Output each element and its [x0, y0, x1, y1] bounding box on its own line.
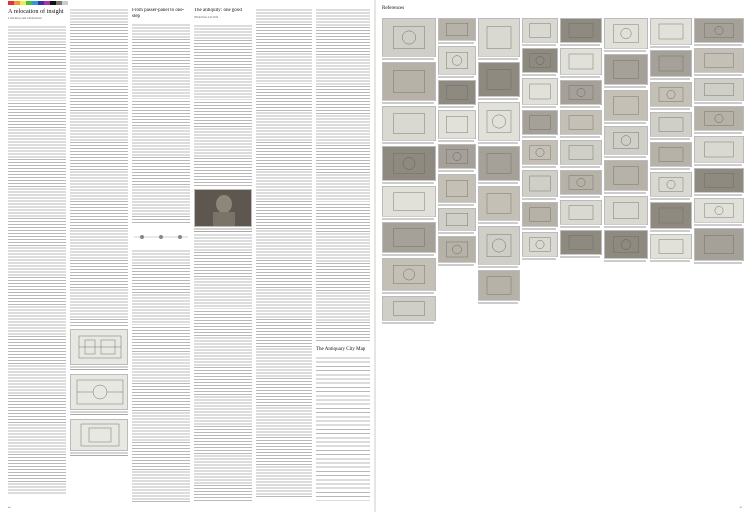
reference-thumbnail — [438, 208, 476, 231]
reference-thumbnail — [438, 80, 476, 105]
reference-caption-lines — [650, 196, 690, 200]
reference-thumbnail — [438, 18, 476, 41]
reference-drawing-icon — [523, 111, 557, 134]
reference-thumbnail — [560, 110, 602, 135]
reference-drawing-icon — [523, 49, 557, 72]
reference-thumbnail — [438, 110, 476, 139]
diagram-icon — [132, 226, 190, 248]
reference-thumbnail — [522, 232, 558, 257]
reference-caption-lines — [560, 224, 600, 228]
article-subtitle: Colin Rowe and collaboration — [8, 17, 42, 20]
reference-thumbnail — [522, 78, 558, 105]
left-page — [0, 0, 374, 512]
reference-thumbnail — [650, 18, 692, 45]
reference-drawing-icon — [605, 161, 647, 190]
caption-text — [70, 452, 128, 457]
reference-thumbnail — [382, 62, 436, 101]
reference-caption-lines — [650, 228, 690, 232]
reference-thumbnail — [604, 126, 648, 155]
article-title: A relocation of insight — [8, 8, 64, 15]
reference-drawing-icon — [523, 233, 557, 256]
reference-thumbnail — [382, 222, 436, 253]
reference-thumbnail — [650, 82, 692, 107]
print-color-bar — [8, 1, 68, 5]
reference-caption-lines — [478, 56, 518, 60]
reference-thumbnail — [694, 78, 744, 101]
reference-drawing-icon — [439, 111, 475, 138]
reference-drawing-icon — [695, 137, 743, 162]
reference-drawing-icon — [695, 49, 743, 72]
reference-drawing-icon — [479, 103, 519, 140]
reference-thumbnail — [522, 18, 558, 43]
diagram-figure — [132, 226, 190, 248]
reference-thumbnail — [694, 48, 744, 73]
reference-drawing-icon — [439, 47, 475, 74]
reference-drawing-icon — [561, 141, 601, 164]
reference-caption-lines — [604, 120, 646, 124]
reference-drawing-icon — [383, 259, 435, 290]
reference-caption-lines — [382, 290, 434, 294]
body-text — [8, 25, 66, 495]
text-column-1 — [8, 8, 66, 503]
reference-caption-lines — [522, 72, 556, 76]
reference-thumbnail — [478, 146, 520, 181]
reference-drawing-icon — [605, 231, 647, 258]
reference-caption-lines — [438, 202, 474, 206]
reference-caption-lines — [560, 104, 600, 108]
reference-drawing-icon — [479, 271, 519, 300]
building-plan-icon — [71, 375, 128, 409]
reference-drawing-icon — [479, 227, 519, 264]
reference-caption-lines — [694, 260, 742, 264]
reference-caption-lines — [522, 42, 556, 46]
reference-thumbnail — [650, 50, 692, 77]
reference-list — [316, 356, 370, 501]
reference-caption-lines — [438, 168, 474, 172]
reference-caption-lines — [382, 320, 434, 324]
text-column-4 — [194, 8, 252, 503]
reference-drawing-icon — [651, 51, 691, 76]
reference-caption-lines — [438, 262, 474, 266]
reference-caption-lines — [560, 74, 600, 78]
text-column-2 — [70, 8, 128, 503]
reference-drawing-icon — [479, 19, 519, 56]
reference-caption-lines — [438, 104, 474, 108]
reference-thumbnail — [438, 46, 476, 75]
reference-caption-lines — [522, 104, 556, 108]
section-subtitle: Wilde Press Ltd 2012 — [194, 16, 219, 19]
reference-drawing-icon — [561, 111, 601, 134]
reference-thumbnail — [478, 186, 520, 221]
reference-caption-lines — [478, 264, 518, 268]
reference-drawing-icon — [695, 229, 743, 260]
reference-caption-lines — [478, 300, 518, 304]
reference-thumbnail — [560, 230, 602, 255]
reference-thumbnail — [522, 170, 558, 197]
reference-caption-lines — [478, 96, 518, 100]
reference-drawing-icon — [561, 201, 601, 224]
building-plan-icon — [71, 330, 128, 364]
reference-caption-lines — [694, 130, 742, 134]
reference-thumbnail — [694, 106, 744, 131]
reference-caption-lines — [694, 222, 742, 226]
reference-drawing-icon — [561, 231, 601, 254]
reference-caption-lines — [382, 180, 434, 184]
reference-drawing-icon — [695, 79, 743, 100]
reference-thumbnail — [438, 174, 476, 203]
reference-drawing-icon — [383, 223, 435, 252]
reference-drawing-icon — [523, 79, 557, 104]
reference-caption-lines — [650, 166, 690, 170]
reference-thumbnail — [438, 144, 476, 169]
body-text — [70, 8, 128, 326]
reference-drawing-icon — [651, 203, 691, 228]
building-plan-icon — [71, 420, 128, 450]
body-text — [132, 23, 190, 223]
plan-figure-2 — [70, 374, 128, 410]
reference-caption-lines — [478, 220, 518, 224]
reference-drawing-icon — [479, 147, 519, 180]
reference-thumbnail — [694, 168, 744, 193]
reference-thumbnail — [604, 90, 648, 121]
reference-thumbnail — [382, 106, 436, 141]
reference-caption-lines — [604, 224, 646, 228]
reference-drawing-icon — [523, 203, 557, 226]
reference-thumbnail — [560, 170, 602, 195]
caption-text — [70, 411, 128, 416]
reference-thumbnail — [478, 102, 520, 141]
reference-caption-lines — [382, 140, 434, 144]
reference-drawing-icon — [523, 171, 557, 196]
reference-thumbnail — [478, 226, 520, 265]
reference-caption-lines — [694, 100, 742, 104]
reference-drawing-icon — [561, 19, 601, 42]
text-column-6 — [316, 8, 370, 503]
reference-thumbnail — [522, 48, 558, 73]
reference-caption-lines — [438, 40, 474, 44]
reference-caption-lines — [522, 196, 556, 200]
reference-caption-lines — [522, 226, 556, 230]
reference-caption-lines — [560, 254, 600, 258]
reference-drawing-icon — [561, 49, 601, 74]
reference-drawing-icon — [605, 197, 647, 224]
reference-thumbnail — [650, 172, 692, 197]
reference-drawing-icon — [439, 145, 475, 168]
reference-caption-lines — [382, 100, 434, 104]
page-number: 44 — [8, 506, 11, 509]
section-title: The Antiquary City Map — [316, 347, 366, 352]
page-number: 45 — [739, 506, 742, 509]
reference-drawing-icon — [695, 169, 743, 192]
reference-caption-lines — [560, 164, 600, 168]
reference-thumbnail — [522, 110, 558, 135]
reference-caption-lines — [650, 106, 690, 110]
reference-caption-lines — [650, 136, 690, 140]
reference-caption-lines — [522, 256, 556, 260]
reference-thumbnail — [382, 18, 436, 57]
reference-thumbnail — [650, 142, 692, 167]
reference-thumbnail — [694, 136, 744, 163]
reference-drawing-icon — [523, 19, 557, 42]
body-text — [256, 8, 312, 498]
reference-thumbnail — [604, 160, 648, 191]
reference-caption-lines — [694, 162, 742, 166]
reference-drawing-icon — [651, 113, 691, 136]
reference-caption-lines — [650, 76, 690, 80]
reference-caption-lines — [438, 74, 474, 78]
reference-drawing-icon — [383, 147, 435, 180]
reference-caption-lines — [438, 138, 474, 142]
reference-drawing-icon — [523, 141, 557, 164]
reference-caption-lines — [694, 192, 742, 196]
reference-drawing-icon — [383, 297, 435, 320]
reference-thumbnail — [522, 140, 558, 165]
reference-drawing-icon — [651, 83, 691, 106]
reference-drawing-icon — [383, 19, 435, 56]
engraving-figure — [194, 189, 252, 227]
reference-drawing-icon — [439, 81, 475, 104]
reference-thumbnail — [478, 18, 520, 57]
plan-figure-1 — [70, 329, 128, 365]
reference-caption-lines — [604, 84, 646, 88]
body-text — [194, 24, 252, 186]
reference-thumbnail — [650, 112, 692, 137]
reference-drawing-icon — [479, 187, 519, 220]
references-title: References — [382, 6, 405, 11]
engraving-portrait-icon — [195, 190, 252, 226]
reference-thumbnail — [604, 196, 648, 225]
reference-drawing-icon — [561, 171, 601, 194]
reference-caption-lines — [438, 230, 474, 234]
reference-thumbnail — [694, 198, 744, 223]
reference-drawing-icon — [695, 19, 743, 42]
reference-drawing-icon — [439, 209, 475, 230]
reference-drawing-icon — [605, 127, 647, 154]
reference-caption-lines — [560, 194, 600, 198]
reference-thumbnail — [650, 234, 692, 259]
reference-thumbnail — [522, 202, 558, 227]
reference-drawing-icon — [695, 107, 743, 130]
reference-drawing-icon — [383, 187, 435, 216]
reference-thumbnail — [382, 146, 436, 181]
reference-caption-lines — [604, 190, 646, 194]
reference-drawing-icon — [479, 63, 519, 96]
reference-thumbnail — [560, 200, 602, 225]
reference-thumbnail — [478, 62, 520, 97]
reference-caption-lines — [522, 134, 556, 138]
reference-thumbnail — [382, 186, 436, 217]
reference-thumbnail — [604, 54, 648, 85]
section-title: The antiquity: one good — [194, 8, 242, 13]
reference-drawing-icon — [383, 107, 435, 140]
reference-thumbnail — [560, 140, 602, 165]
reference-thumbnail — [438, 236, 476, 263]
reference-thumbnail — [604, 18, 648, 49]
body-text — [194, 233, 252, 503]
reference-thumbnail — [604, 230, 648, 259]
reference-thumbnail — [560, 18, 602, 43]
reference-caption-lines — [604, 154, 646, 158]
reference-drawing-icon — [651, 235, 691, 258]
reference-caption-lines — [560, 42, 600, 46]
reference-thumbnail — [560, 48, 602, 75]
reference-drawing-icon — [651, 19, 691, 44]
reference-drawing-icon — [605, 19, 647, 48]
reference-caption-lines — [382, 252, 434, 256]
reference-caption-lines — [382, 216, 434, 220]
reference-drawing-icon — [439, 19, 475, 40]
reference-caption-lines — [604, 258, 646, 262]
reference-thumbnail — [382, 296, 436, 321]
reference-caption-lines — [694, 72, 742, 76]
reference-drawing-icon — [383, 63, 435, 100]
caption-text — [70, 366, 128, 371]
reference-caption-lines — [650, 44, 690, 48]
reference-drawing-icon — [439, 175, 475, 202]
text-column-5 — [256, 8, 312, 503]
plan-figure-3 — [70, 419, 128, 451]
reference-thumbnail — [650, 202, 692, 229]
reference-thumbnail — [694, 18, 744, 43]
reference-drawing-icon — [605, 55, 647, 84]
text-column-3 — [132, 8, 190, 503]
reference-thumbnail — [382, 258, 436, 291]
reference-drawing-icon — [651, 143, 691, 166]
reference-drawing-icon — [439, 237, 475, 262]
reference-thumbnail — [694, 228, 744, 261]
reference-thumbnail — [560, 80, 602, 105]
section-title: From passer-panel to one-step — [132, 8, 185, 19]
body-text — [132, 249, 190, 503]
reference-thumbnail — [478, 270, 520, 301]
reference-drawing-icon — [605, 91, 647, 120]
reference-caption-lines — [604, 48, 646, 52]
reference-caption-lines — [694, 42, 742, 46]
reference-drawing-icon — [561, 81, 601, 104]
reference-caption-lines — [478, 180, 518, 184]
reference-caption-lines — [478, 140, 518, 144]
reference-drawing-icon — [651, 173, 691, 196]
reference-caption-lines — [650, 258, 690, 262]
reference-caption-lines — [522, 164, 556, 168]
reference-caption-lines — [382, 56, 434, 60]
reference-drawing-icon — [695, 199, 743, 222]
body-text — [316, 8, 370, 343]
reference-caption-lines — [560, 134, 600, 138]
